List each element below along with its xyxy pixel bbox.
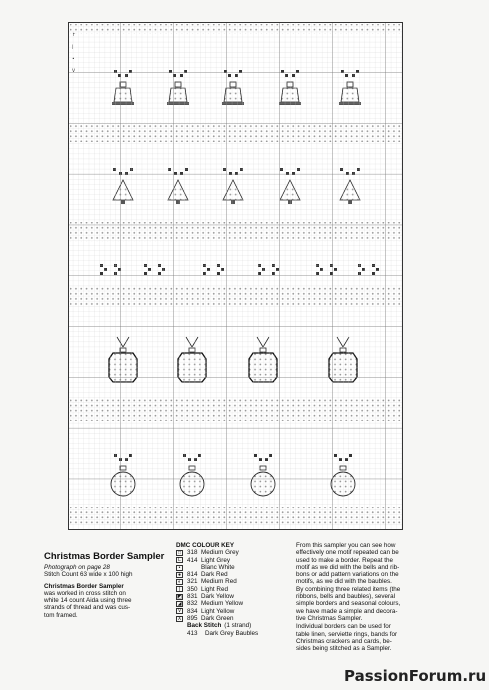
svg-text:•: •	[72, 57, 75, 62]
stitch-symbol-icon: L	[176, 557, 183, 563]
dmc-number: 350	[187, 585, 198, 593]
sampler-body-line: was worked in cross stitch on	[44, 589, 126, 597]
dmc-number: 832	[187, 600, 198, 608]
stitch-symbol-icon: •	[176, 565, 183, 571]
sampler-body-heading: Christmas Border Sampler	[44, 582, 124, 590]
colour-key-title: DMC COLOUR KEY	[176, 542, 235, 549]
article-line: ribbons, bells and baubles), several	[296, 593, 396, 601]
dmc-number: 318	[187, 549, 198, 557]
svg-text:↑: ↑	[72, 33, 76, 38]
stitch-symbol-icon: ●	[177, 571, 182, 578]
backstitch-heading	[176, 622, 288, 629]
colour-name: Dark Yellow	[201, 593, 234, 601]
article-line: From this sampler you can see how	[296, 542, 396, 549]
colour-name: Medium Grey	[201, 549, 239, 557]
colour-name: Medium Red	[201, 578, 237, 586]
stitch-symbol-icon: □	[177, 549, 182, 556]
sampler-body-line: white 14 count Aida using three	[44, 597, 132, 605]
article-line: simple borders and seasonal colours,	[296, 600, 401, 608]
article-line: used to make a border. Repeat the	[296, 556, 393, 564]
svg-text:V: V	[72, 69, 76, 74]
colour-name: Light Grey	[201, 556, 231, 564]
colour-key-row	[176, 586, 288, 593]
backstitch-label: Back Stitch	[187, 622, 222, 630]
dmc-number: 321	[187, 578, 198, 586]
colour-name: Dark Red	[201, 571, 228, 579]
sampler-body-line: tom framed.	[44, 611, 78, 619]
colour-name: Light Red	[201, 585, 228, 593]
colour-name: Medium Yellow	[201, 600, 244, 608]
colour-key-list	[176, 549, 288, 622]
colour-key-row	[176, 549, 288, 556]
colour-key-row	[176, 578, 288, 585]
backstitch-row	[176, 630, 288, 637]
colour-key-row	[176, 608, 288, 615]
article-line: motifs, as we did with the baubles.	[296, 578, 392, 586]
stitch-count: Stitch Count 63 wide x 100 high	[44, 571, 133, 579]
dmc-number: 814	[187, 571, 198, 579]
dmc-number: 895	[187, 614, 198, 622]
dmc-number: 834	[187, 607, 198, 615]
cross-stitch-chart	[68, 22, 403, 530]
stitch-symbol-icon: X	[177, 615, 182, 622]
colour-key-row	[176, 600, 288, 607]
backstitch-name: Dark Grey Baubles	[205, 629, 259, 637]
article-line: effectively one motif repeated can be	[296, 549, 399, 557]
article-line: Christmas crackers and cards, be-	[296, 637, 392, 645]
article-line: By combining three related items (the	[296, 585, 401, 593]
dmc-number: 831	[187, 593, 198, 601]
backstitch-strands: (1 strand)	[224, 622, 252, 630]
photo-reference: Photograph on page 28	[44, 564, 110, 571]
stitch-symbol-icon: V	[177, 608, 182, 615]
colour-name: Blanc White	[201, 563, 235, 571]
stitch-symbol-icon: |	[176, 586, 183, 592]
colour-key-row	[176, 557, 288, 564]
colour-name: Dark Green	[201, 614, 234, 622]
stitch-symbol-icon: ◩	[177, 593, 182, 600]
article-line: sides being stitched as a Sampler.	[296, 645, 392, 653]
backstitch-number: 413	[187, 629, 198, 637]
colour-key-row	[176, 564, 288, 571]
article-line: bons or add pattern variations on the	[296, 571, 399, 579]
article-line: table linen, serviette rings, bands for	[296, 630, 398, 638]
sampler-title: Christmas Border Sampler	[44, 551, 165, 562]
colour-key-row	[176, 615, 288, 622]
article-line: Individual borders can be used for	[296, 623, 391, 631]
article-line: tive Christmas Sampler.	[296, 614, 363, 622]
colour-name: Light Yellow	[201, 607, 235, 615]
article-line: we have made a simple and decora-	[296, 607, 398, 615]
colour-key-row	[176, 593, 288, 600]
colour-key-row	[176, 571, 288, 578]
dmc-number: 414	[187, 556, 198, 564]
stitch-symbol-icon: ◐	[177, 579, 182, 586]
watermark: PassionForum.ru	[344, 667, 487, 685]
stitch-symbol-icon: ◢	[177, 601, 182, 608]
svg-text:|: |	[72, 45, 74, 50]
article-line: motif as we did with the bells and rib-	[296, 563, 400, 571]
sampler-body-line: strands of thread and was cus-	[44, 604, 131, 612]
